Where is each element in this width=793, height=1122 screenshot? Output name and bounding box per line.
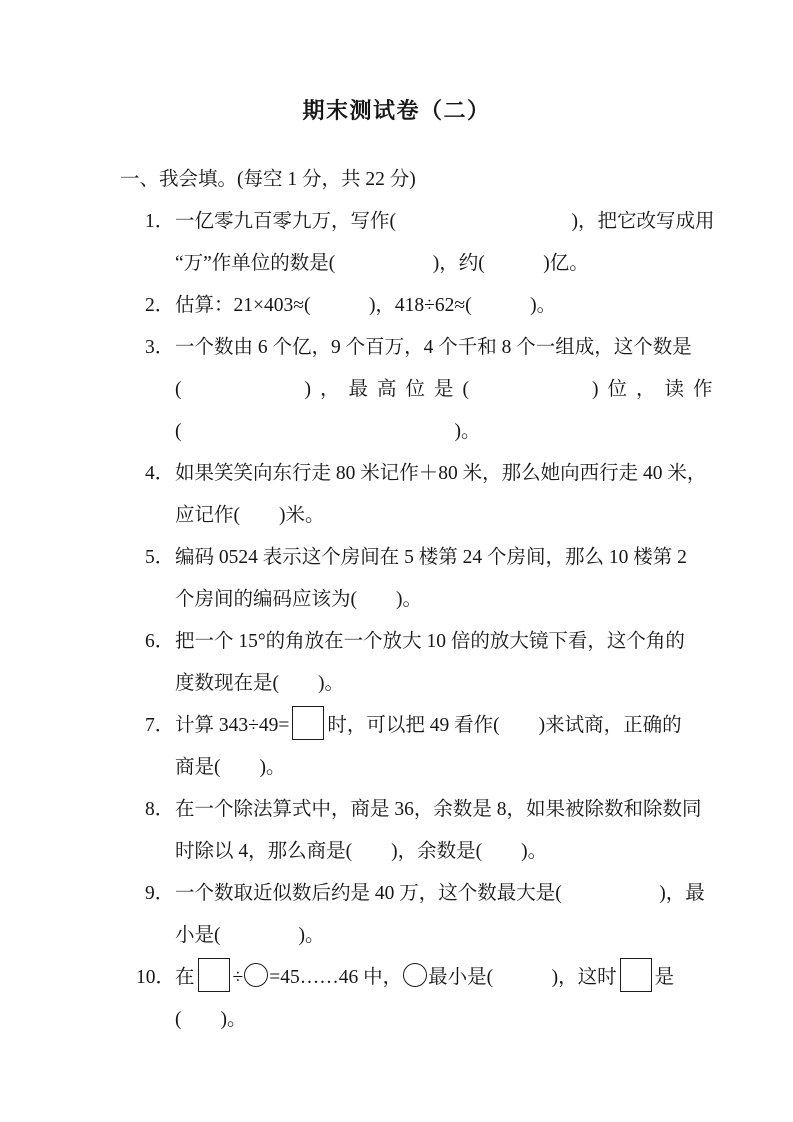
question-number: 9． bbox=[145, 882, 175, 904]
question-line: ( )。 bbox=[175, 1008, 247, 1030]
question-line: ( )。 bbox=[175, 420, 481, 442]
question-number: 2． bbox=[145, 294, 175, 316]
question-line: 商是( )。 bbox=[175, 756, 286, 778]
question-5 bbox=[145, 537, 793, 621]
question-line: 把一个 15°的角放在一个放大 10 倍的放大镜下看，这个角的 bbox=[175, 630, 685, 652]
question-8 bbox=[145, 789, 793, 873]
question-number: 1． bbox=[145, 210, 175, 232]
question-list bbox=[136, 201, 793, 1041]
question-line: 一个数由 6 个亿，9 个百万，4 个千和 8 个一组成，这个数是 bbox=[175, 336, 692, 358]
question-number: 8． bbox=[145, 798, 175, 820]
question-line bbox=[175, 705, 793, 747]
question-1 bbox=[145, 201, 793, 285]
question-number: 3． bbox=[145, 336, 175, 358]
question-3 bbox=[145, 327, 793, 453]
question-7 bbox=[145, 705, 793, 789]
answer-box bbox=[620, 958, 652, 992]
answer-box bbox=[292, 706, 324, 740]
question-2 bbox=[145, 285, 793, 327]
question-line: “万”作单位的数是( )，约( )亿。 bbox=[175, 252, 589, 274]
question-text: 在 bbox=[175, 966, 195, 988]
question-number: 7． bbox=[145, 714, 175, 736]
question-6 bbox=[145, 621, 793, 705]
question-number: 5． bbox=[145, 546, 175, 568]
question-line: 编码 0524 表示这个房间在 5 楼第 24 个房间，那么 10 楼第 2 bbox=[175, 546, 687, 568]
question-number: 4． bbox=[145, 462, 175, 484]
question-line bbox=[175, 957, 793, 999]
question-line: 如果笑笑向东行走 80 米记作＋80 米，那么她向西行走 40 米， bbox=[175, 462, 707, 484]
question-10 bbox=[136, 957, 793, 1041]
question-line: 时除以 4，那么商是( )，余数是( )。 bbox=[175, 840, 548, 862]
page-title: 期末测试卷（二） bbox=[302, 98, 491, 123]
question-line: 估算：21×403≈( )，418÷62≈( )。 bbox=[175, 294, 557, 316]
answer-circle bbox=[244, 963, 268, 987]
question-line: 一亿零九百零九万，写作( )，把它改写成用 bbox=[175, 210, 715, 232]
question-line: 一个数取近似数后约是 40 万，这个数最大是( )，最 bbox=[175, 882, 705, 904]
question-text: 最小是( )，这时 bbox=[428, 966, 617, 988]
question-9 bbox=[145, 873, 793, 957]
question-text: 时，可以把 49 看作( )来试商，正确的 bbox=[327, 714, 682, 736]
question-line: 小是( )。 bbox=[175, 924, 325, 946]
question-number: 10． bbox=[136, 966, 176, 988]
question-text: =45……46 中， bbox=[269, 966, 403, 988]
question-line: 在一个除法算式中，商是 36，余数是 8，如果被除数和除数同 bbox=[175, 798, 702, 820]
question-text: 计算 343÷49= bbox=[175, 714, 290, 736]
question-line: 应记作( )米。 bbox=[175, 504, 325, 526]
question-line: ( )，最高位是( )位，读作 bbox=[175, 378, 722, 400]
answer-box bbox=[198, 958, 230, 992]
question-line: 度数现在是( )。 bbox=[175, 672, 344, 694]
question-line: 个房间的编码应该为( )。 bbox=[175, 588, 422, 610]
question-number: 6． bbox=[145, 630, 175, 652]
question-text: 是 bbox=[654, 966, 675, 988]
section-heading: 一、我会填。(每空 1 分，共 22 分) bbox=[120, 168, 416, 190]
question-text: ÷ bbox=[232, 966, 244, 988]
question-4 bbox=[145, 453, 793, 537]
answer-circle bbox=[403, 963, 427, 987]
